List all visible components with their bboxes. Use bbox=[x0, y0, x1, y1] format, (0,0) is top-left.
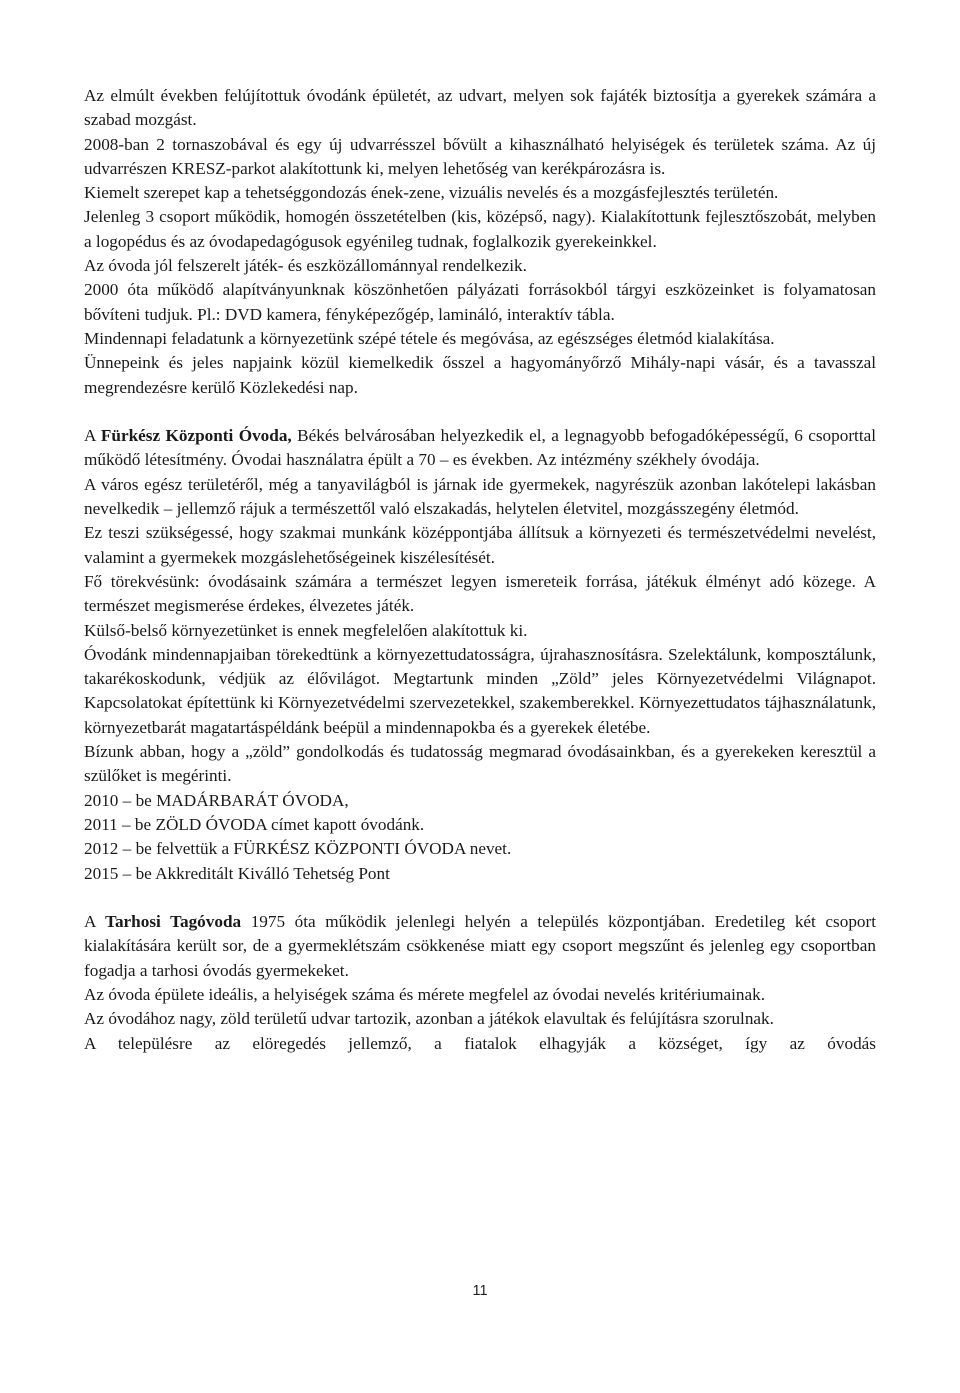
intro-text: Békés belvárosában helyezkedik el, a legnagyobb befogadóképességű, 6 csoporttal működő létesítmény. Óvodai használatra épült a 70 – es években. Az intézmény székhely óvodája. bbox=[84, 426, 877, 470]
paragraph: Az óvodához nagy, zöld területű udvar tartozik, azonban a játékok elavultak és felújításra szorulnak. bbox=[84, 1009, 774, 1029]
intro-text: A bbox=[84, 912, 106, 932]
paragraph: Kiemelt szerepet kap a tehetséggondozás ének-zene, vizuális nevelés és a mozgásfejlesztés területén. bbox=[84, 183, 779, 203]
paragraph: Jelenleg 3 csoport működik, homogén összetételben (kis, középső, nagy). Kialakítottunk fejlesztőszobát, melyben a logopédus és az óvodapedagógusok egyénileg tudnak, foglalkozik gyerekeinkkel. bbox=[84, 207, 876, 251]
paragraph: Fő törekvésünk: óvodásaink számára a természet legyen ismereteik forrása, játékuk élményt adó közege. A természet megismerése érdekes, élvezetes játék. bbox=[84, 571, 876, 616]
tarhosi-intro bbox=[84, 910, 876, 983]
paragraph: Az elmúlt években felújítottuk óvodánk épületét, az udvart, melyen sok fajáték biztosítja a gyerekek számára a szabad mozgást. bbox=[84, 86, 876, 130]
paragraph: Ez teszi szükségessé, hogy szakmai munkánk középpontjába állítsuk a környezeti és természetvédelmi nevelést, valamint a gyermekek mozgáslehetőségeinek kiszélesítését. bbox=[84, 523, 876, 567]
paragraph: Külső-belső környezetünket is ennek megfelelően alakítottuk ki. bbox=[84, 620, 528, 640]
intro-text: A bbox=[84, 426, 101, 446]
paragraph: A településre az elöregedés jellemző, a fiatalok elhagyják a községet, így az óvodás bbox=[84, 1033, 876, 1053]
milestone-line: 2011 – be ZÖLD ÓVODA címet kapott óvodánk. bbox=[84, 814, 425, 834]
page-body bbox=[84, 84, 876, 1056]
milestone-line: 2012 – be felvettük a FÜRKÉSZ KÖZPONTI ÓVODA nevet. bbox=[84, 839, 512, 859]
paragraph: Az óvoda épülete ideális, a helyiségek száma és mérete megfelel az óvodai nevelés kritériumainak. bbox=[84, 984, 766, 1004]
furkesz-name: Fürkész Központi Óvoda, bbox=[100, 426, 292, 446]
paragraph: Bízunk abban, hogy a „zöld” gondolkodás és tudatosság megmarad óvodásainkban, és a gyerekeken keresztül a szülőket is megérinti. bbox=[84, 742, 876, 786]
furkesz-intro bbox=[84, 424, 876, 473]
paragraph: A város egész területéről, még a tanyavilágból is járnak ide gyermekek, nagyrészük azonban lakótelepi lakásban nevelkedik – jellemző rájuk a természettől való elszakadás, helytelen életvitel, mozgásszegény életmód. bbox=[84, 474, 876, 519]
paragraph: Óvodánk mindennapjaiban törekedtünk a környezettudatosságra, újrahasznosításra. Szelektálunk, komposztálunk, takarékoskodunk, védjük az élővilágot. Megtartunk minden „Zöld” jeles Környezetvédelmi Világnapot. Kapcsolatokat építettünk ki Környezetvédelmi szervezetekkel, szakemberekkel. Környezettudatos tájhasználatunk, környezetbarát magatartáspéldánk beépül a mindennapokba és a gyerekek életébe. bbox=[84, 644, 876, 737]
milestone-line: 2010 – be MADÁRBARÁT ÓVODA, bbox=[84, 790, 349, 810]
milestone-line: 2015 – be Akkreditált Kiválló Tehetség Pont bbox=[84, 863, 390, 883]
tarhosi-name: Tarhosi Tagóvoda bbox=[105, 912, 242, 932]
paragraph: Az óvoda jól felszerelt játék- és eszközállománnyal rendelkezik. bbox=[84, 256, 527, 276]
intro-text: 1975 óta működik jelenlegi helyén a település központjában. Eredetileg két csoport kialakítására került sor, de a gyermeklétszám csökkenése miatt egy csoport megszűnt és jelenleg egy csoportban fogadja a tarhosi óvodás gyermekeket. bbox=[84, 912, 877, 980]
paragraph: Mindennapi feladatunk a környezetünk szépé tétele és megóvása, az egészséges életmód kialakítása. bbox=[84, 328, 775, 348]
paragraph: Ünnepeink és jeles napjaink közül kiemelkedik ősszel a hagyományőrző Mihály-napi vásár, és a tavasszal megrendezésre kerülő Közlekedési nap. bbox=[84, 353, 876, 397]
page-number: 11 bbox=[472, 1283, 488, 1299]
paragraph: 2000 óta működő alapítványunknak köszönhetően pályázati forrásokból tárgyi eszközeinket is folyamatosan bővíteni tudjuk. Pl.: DVD kamera, fényképezőgép, lamináló, interaktív tábla. bbox=[84, 280, 876, 324]
paragraph: 2008-ban 2 tornaszobával és egy új udvarrésszel bővült a kihasználható helyiségek és területek száma. Az új udvarrészen KRESZ-parkot alakítottunk ki, melyen lehetőség van kerékpározásra is. bbox=[84, 134, 876, 178]
